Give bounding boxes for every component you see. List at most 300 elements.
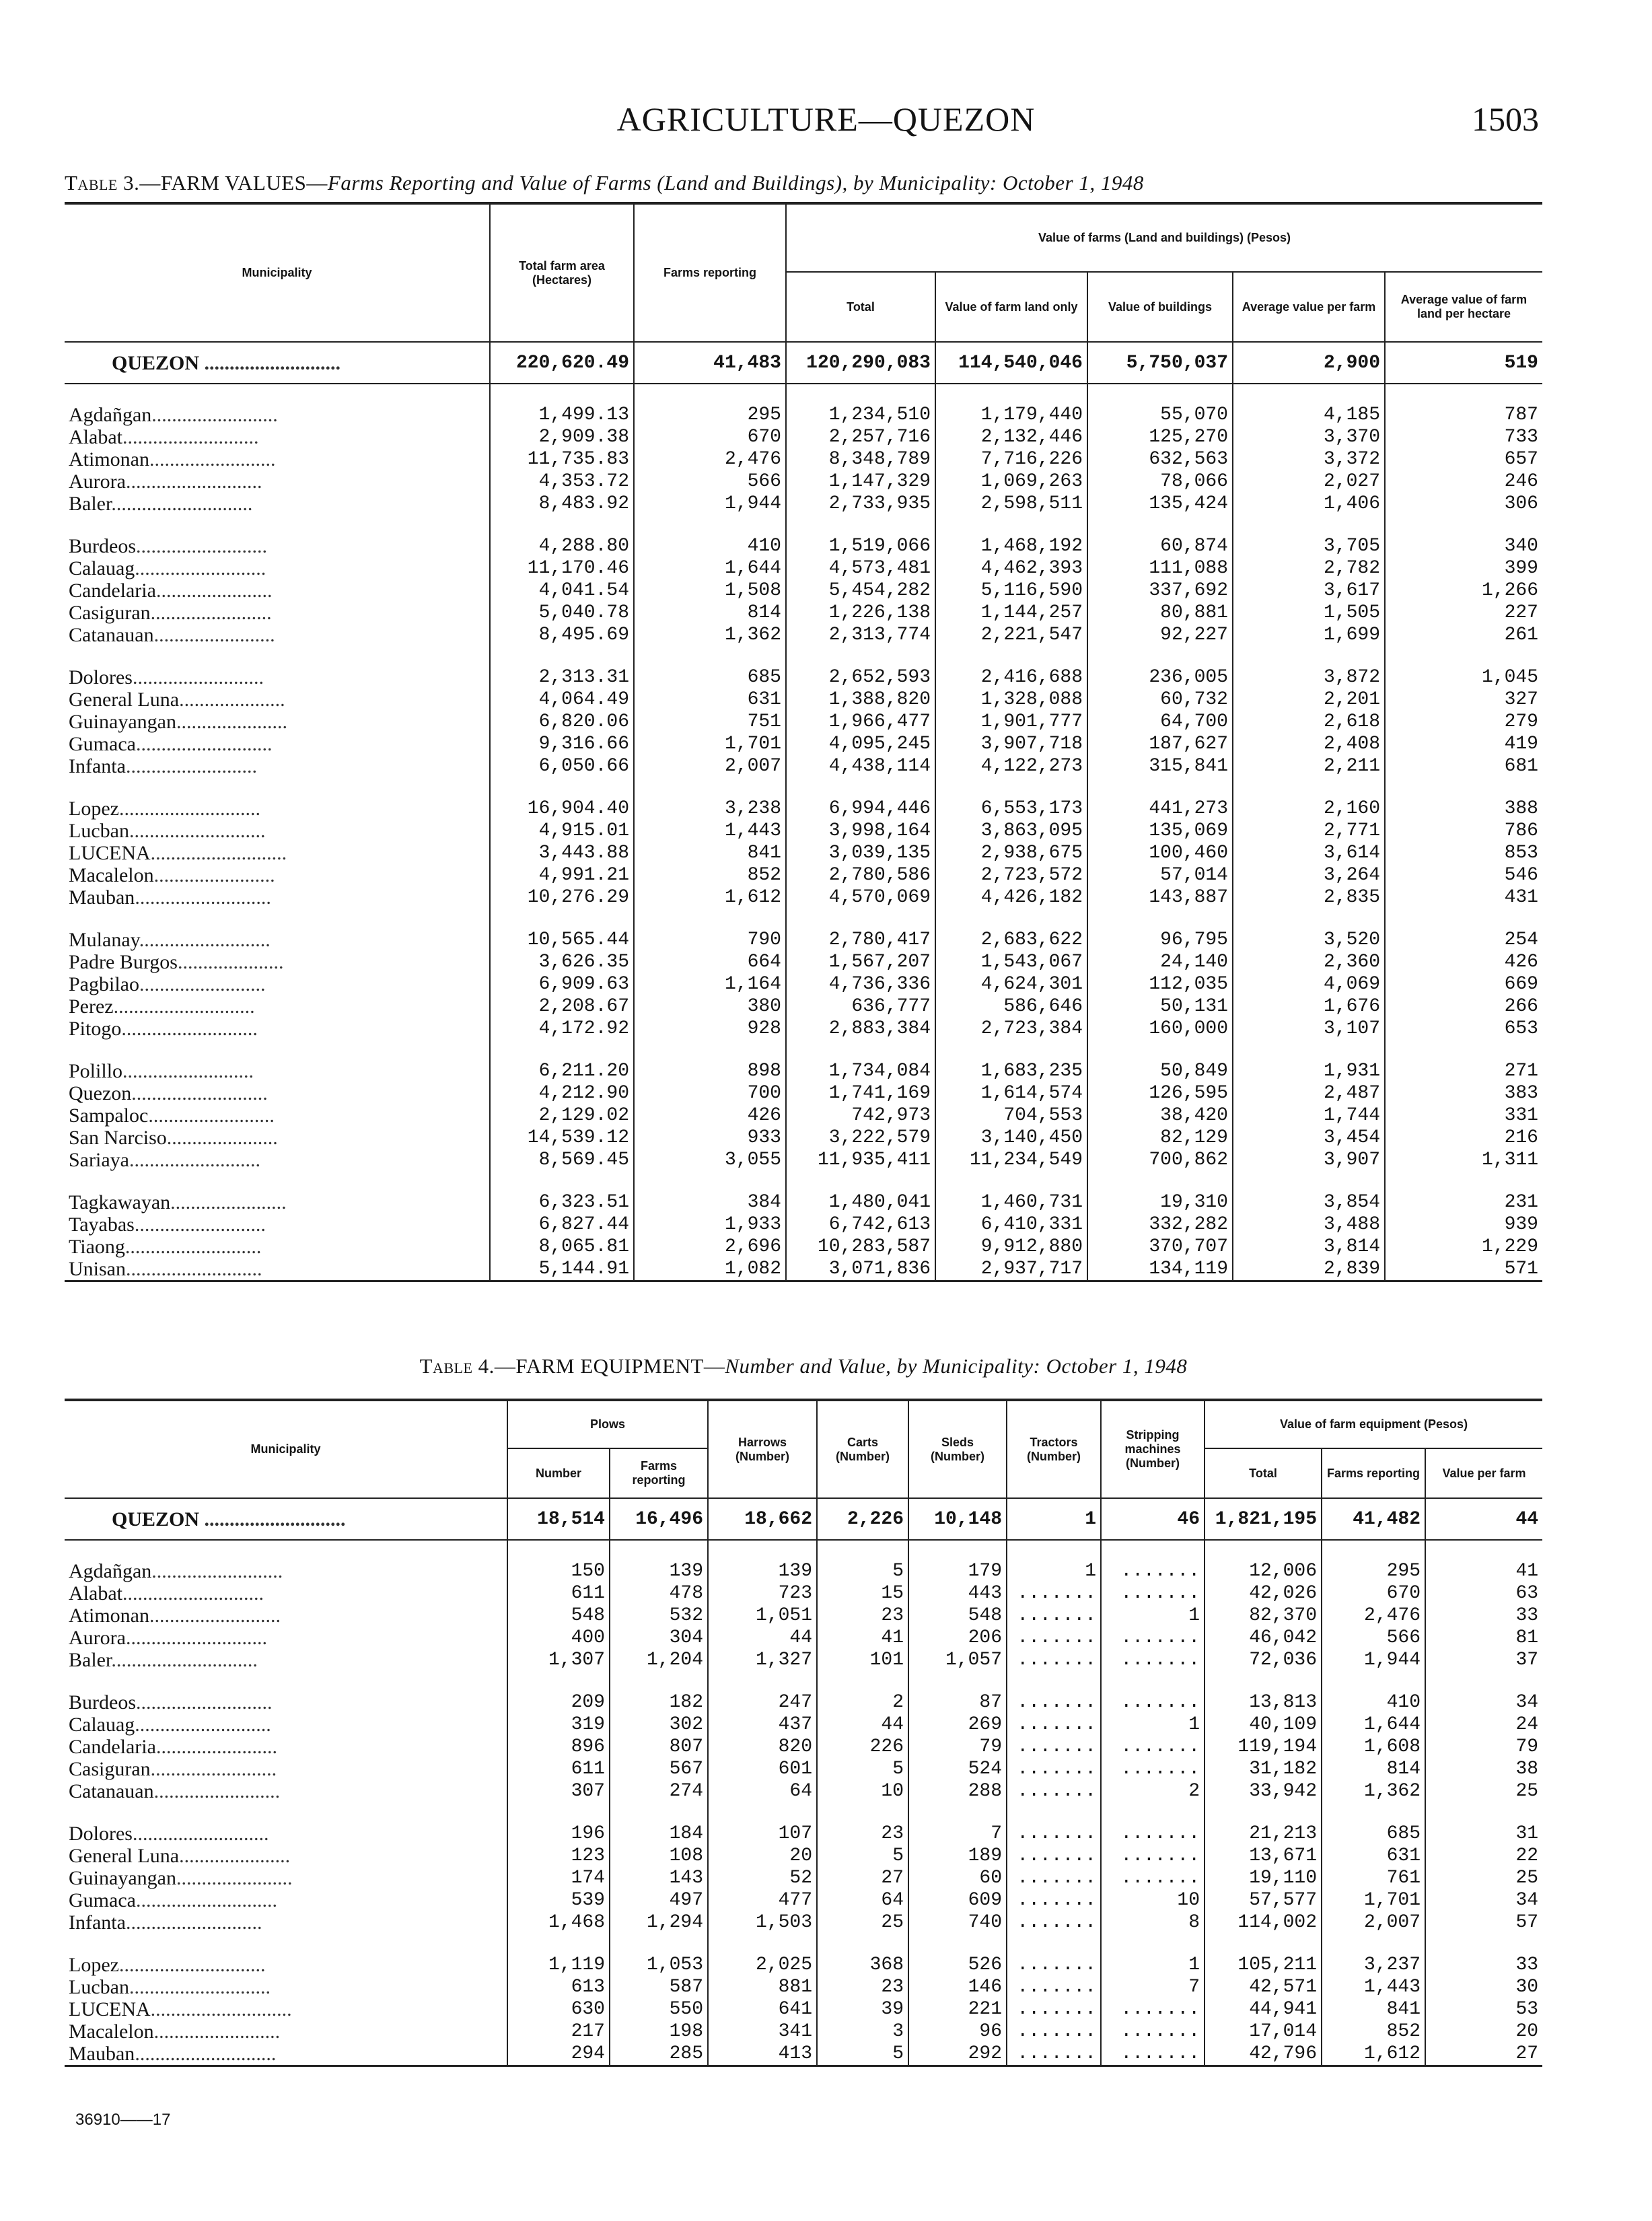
table-row [65, 1082, 1542, 1104]
value-cell: 2,476 [634, 448, 786, 470]
value-cell: 64 [817, 1889, 908, 1911]
value-cell: 21,213 [1205, 1823, 1322, 1845]
value-cell: 72,036 [1205, 1649, 1322, 1671]
value-cell: 135,424 [1087, 493, 1233, 515]
value-cell: 46,042 [1205, 1627, 1322, 1649]
empty-dots: ....... [1017, 1781, 1097, 1802]
value-cell: 3,140,450 [935, 1127, 1087, 1149]
value-cell [1007, 1976, 1101, 1998]
value-cell: 226 [817, 1736, 908, 1758]
value-cell: 60,874 [1087, 535, 1233, 557]
value-cell: 33,942 [1205, 1780, 1322, 1802]
total-value-cell: 44 [1425, 1498, 1542, 1540]
table-row [65, 1758, 1542, 1780]
value-cell: 2,723,384 [935, 1018, 1087, 1040]
value-cell: 3,488 [1233, 1213, 1385, 1236]
value-cell: 742,973 [786, 1104, 935, 1127]
value-cell [1101, 1560, 1205, 1582]
total-value-cell: 18,514 [507, 1498, 610, 1540]
table-row [65, 1736, 1542, 1758]
value-cell: 1,229 [1385, 1236, 1542, 1258]
municipality-cell: Tiaong........................... [69, 1236, 262, 1258]
value-cell [1007, 1605, 1101, 1627]
value-cell: 1,069,263 [935, 470, 1087, 493]
value-cell: 52 [708, 1867, 817, 1889]
municipality-cell: Agdañgan......................... [69, 404, 278, 426]
total-value-cell: 120,290,083 [786, 342, 935, 384]
value-cell: 40,109 [1205, 1714, 1322, 1736]
total-value-cell: 114,540,046 [935, 342, 1087, 384]
value-cell: 4,172.92 [490, 1018, 634, 1040]
value-cell: 733 [1385, 426, 1542, 448]
value-cell: 852 [634, 864, 786, 886]
municipality-cell: San Narciso...................... [69, 1127, 278, 1149]
value-cell: 8,483.92 [490, 493, 634, 515]
empty-dots: ....... [1017, 1583, 1097, 1604]
value-cell: 664 [634, 951, 786, 973]
value-cell: 126,595 [1087, 1082, 1233, 1104]
value-cell: 700 [634, 1082, 786, 1104]
leader-dots: ........................ [153, 624, 275, 646]
value-cell [1101, 1736, 1205, 1758]
leader-dots: ......................... [149, 448, 276, 470]
value-cell [1007, 1823, 1101, 1845]
total-row [65, 342, 1542, 384]
value-cell [1101, 1823, 1205, 1845]
value-cell: 3,370 [1233, 426, 1385, 448]
empty-dots: ....... [1017, 1736, 1097, 1757]
municipality-cell: Calauag.......................... [69, 557, 266, 579]
municipality-cell: Perez............................ [69, 995, 255, 1018]
table-row [65, 1649, 1542, 1671]
value-cell: 1,234,510 [786, 404, 935, 426]
value-cell [1007, 1691, 1101, 1714]
farm-equipment-table [65, 1399, 1542, 2067]
leader-dots: ..................... [179, 689, 285, 711]
value-cell: 6,553,173 [935, 798, 1087, 820]
leader-dots: ........................... [122, 426, 259, 448]
value-cell: 8 [1101, 1911, 1205, 1934]
leader-dots: ............................ [125, 1627, 267, 1649]
value-cell: 6,827.44 [490, 1213, 634, 1236]
value-cell: 1,543,067 [935, 951, 1087, 973]
value-cell: 9,316.66 [490, 733, 634, 755]
table-row [65, 711, 1542, 733]
value-cell: 807 [610, 1736, 708, 1758]
value-cell: 1,362 [1322, 1780, 1425, 1802]
col-value-per-farm: Value per farm [1425, 1448, 1542, 1498]
empty-dots: ....... [1017, 1890, 1097, 1911]
value-cell: 307 [507, 1780, 610, 1802]
value-cell: 292 [908, 2043, 1007, 2066]
table-row [65, 2043, 1542, 2066]
value-cell: 613 [507, 1976, 610, 1998]
value-cell [1007, 1780, 1101, 1802]
farm-values-table [65, 202, 1542, 1282]
value-cell: 2 [1101, 1780, 1205, 1802]
value-cell: 3,238 [634, 798, 786, 820]
value-cell: 700,862 [1087, 1149, 1233, 1171]
value-cell: 853 [1385, 842, 1542, 864]
value-cell: 3,520 [1233, 929, 1385, 951]
value-cell: 2,487 [1233, 1082, 1385, 1104]
value-cell: 5 [817, 1560, 908, 1582]
leader-dots: ....................... [155, 579, 273, 602]
value-cell: 2,313.31 [490, 666, 634, 689]
table-row [65, 1127, 1542, 1149]
total-name-cell: QUEZON ........................... [65, 342, 490, 384]
municipality-cell: Burdeos.......................... [69, 535, 267, 557]
value-cell: 23 [817, 1823, 908, 1845]
value-cell: 2,780,417 [786, 929, 935, 951]
leader-dots: ........................ [150, 602, 272, 624]
empty-dots: ....... [1017, 1977, 1097, 1998]
leader-dots: .......................... [149, 1605, 281, 1627]
value-cell: 2,839 [1233, 1258, 1385, 1281]
table-row [65, 1714, 1542, 1736]
table4-caption [65, 1354, 1542, 1378]
value-cell: 6,410,331 [935, 1213, 1087, 1236]
value-cell: 1,567,207 [786, 951, 935, 973]
value-cell: 3,443.88 [490, 842, 634, 864]
leader-dots: .......................... [125, 755, 257, 777]
empty-dots: ....... [1017, 2021, 1097, 2042]
print-code: 36910——17 [75, 2111, 171, 2129]
value-cell: 704,553 [935, 1104, 1087, 1127]
table-row [65, 798, 1542, 820]
municipality-cell: Pitogo........................... [69, 1018, 258, 1040]
value-cell: 4,122,273 [935, 755, 1087, 777]
value-cell: 22 [1425, 1845, 1542, 1867]
value-cell: 139 [610, 1560, 708, 1582]
leader-dots: ........................... [121, 1018, 258, 1040]
value-cell: 11,234,549 [935, 1149, 1087, 1171]
table-row [65, 1998, 1542, 2020]
leader-dots: ......................... [148, 1104, 275, 1127]
value-cell: 383 [1385, 1082, 1542, 1104]
value-cell: 187,627 [1087, 733, 1233, 755]
value-cell: 1,468 [507, 1911, 610, 1934]
value-cell: 526 [908, 1954, 1007, 1976]
value-cell: 1,499.13 [490, 404, 634, 426]
leader-dots: ....................... [176, 1867, 293, 1889]
leader-dots: ........................... [132, 1823, 269, 1845]
value-cell: 841 [1322, 1998, 1425, 2020]
value-cell: 2,313,774 [786, 624, 935, 646]
total-value-cell: 1 [1007, 1498, 1101, 1540]
value-cell: 6,742,613 [786, 1213, 935, 1236]
total-value-cell: 16,496 [610, 1498, 708, 1540]
municipality-cell: Unisan........................... [65, 1258, 490, 1281]
table-row [65, 1976, 1542, 1998]
col-value-farms: Farms reporting [1322, 1448, 1425, 1498]
value-cell: 881 [708, 1976, 817, 1998]
leader-dots: .......................... [132, 666, 264, 689]
value-cell: 723 [708, 1582, 817, 1605]
value-cell: 6,050.66 [490, 755, 634, 777]
value-cell: 2,771 [1233, 820, 1385, 842]
leader-dots: ............................ [113, 995, 255, 1018]
table-row [65, 1691, 1542, 1714]
value-cell: 1,406 [1233, 493, 1385, 515]
value-cell: 1,505 [1233, 602, 1385, 624]
value-cell: 304 [610, 1627, 708, 1649]
value-cell: 143,887 [1087, 886, 1233, 909]
value-cell: 669 [1385, 973, 1542, 995]
value-cell: 426 [1385, 951, 1542, 973]
empty-dots: ....... [1017, 1650, 1097, 1670]
value-cell: 3,071,836 [786, 1258, 935, 1281]
municipality-cell: Casiguran........................ [69, 602, 272, 624]
leader-dots: ...................... [179, 1845, 291, 1867]
table-row [65, 470, 1542, 493]
value-cell: 269 [908, 1714, 1007, 1736]
municipality-cell: Mulanay.......................... [69, 929, 271, 951]
value-cell: 4,462,393 [935, 557, 1087, 579]
col-equipment-value: Value of farm equipment (Pesos) [1205, 1400, 1542, 1448]
value-cell: 1,443 [634, 820, 786, 842]
municipality-cell: Calauag........................... [69, 1714, 271, 1736]
value-cell: 11,935,411 [786, 1149, 935, 1171]
municipality-cell: Aurora............................ [69, 1627, 267, 1649]
table-row [65, 973, 1542, 995]
col-municipality: Municipality [65, 203, 490, 342]
value-cell: 388 [1385, 798, 1542, 820]
page-number: 1503 [1472, 100, 1539, 138]
value-cell: 896 [507, 1736, 610, 1758]
value-cell: 3,872 [1233, 666, 1385, 689]
table-row [65, 557, 1542, 579]
value-cell: 254 [1385, 929, 1542, 951]
table-row [65, 1780, 1542, 1802]
total-row [65, 1498, 1542, 1540]
value-cell: 111,088 [1087, 557, 1233, 579]
value-cell: 2,160 [1233, 798, 1385, 820]
municipality-cell: Alabat........................... [69, 426, 259, 448]
table3-heading: —FARM VALUES— [139, 171, 328, 195]
value-cell: 841 [634, 842, 786, 864]
value-cell: 246 [1385, 470, 1542, 493]
municipality-cell: Gumaca............................ [69, 1889, 277, 1911]
leader-dots: .......................... [134, 1213, 266, 1236]
value-cell [1101, 1582, 1205, 1605]
value-cell: 1,057 [908, 1649, 1007, 1671]
table-row [65, 886, 1542, 909]
col-avg-per-hectare: Average value of farm land per hectare [1385, 272, 1542, 342]
empty-dots: ....... [1017, 1714, 1097, 1735]
value-cell: 16,904.40 [490, 798, 634, 820]
table-row [65, 1582, 1542, 1605]
value-cell: 8,569.45 [490, 1149, 634, 1171]
value-cell: 5 [817, 1758, 908, 1780]
value-cell [1101, 2043, 1205, 2066]
value-cell: 1,045 [1385, 666, 1542, 689]
municipality-cell: Quezon........................... [69, 1082, 268, 1104]
value-cell: 295 [634, 404, 786, 426]
empty-dots: ....... [1017, 1605, 1097, 1626]
value-cell: 1,944 [634, 493, 786, 515]
col-plows: Plows [507, 1400, 708, 1448]
value-cell: 6,909.63 [490, 973, 634, 995]
value-cell: 31 [1425, 1823, 1542, 1845]
value-cell: 1,508 [634, 579, 786, 602]
page-title: AGRICULTURE—QUEZON [616, 100, 1036, 138]
value-cell: 497 [610, 1889, 708, 1911]
value-cell: 271 [1385, 1060, 1542, 1082]
table-row [65, 689, 1542, 711]
value-cell: 92,227 [1087, 624, 1233, 646]
value-cell: 206 [908, 1627, 1007, 1649]
value-cell: 1,683,235 [935, 1060, 1087, 1082]
value-cell: 25 [817, 1911, 908, 1934]
value-cell: 31,182 [1205, 1758, 1322, 1780]
value-cell: 1,741,169 [786, 1082, 935, 1104]
value-cell: 139 [708, 1560, 817, 1582]
value-cell: 279 [1385, 711, 1542, 733]
value-cell: 6,211.20 [490, 1060, 634, 1082]
value-cell: 3,222,579 [786, 1127, 935, 1149]
total-value-cell: 1,821,195 [1205, 1498, 1322, 1540]
value-cell: 23 [817, 1605, 908, 1627]
value-cell: 601 [708, 1758, 817, 1780]
leader-dots: ........................... [135, 886, 271, 909]
value-cell: 15 [817, 1582, 908, 1605]
empty-dots: ....... [1017, 1759, 1097, 1779]
value-cell [1007, 1954, 1101, 1976]
municipality-cell: Aurora........................... [69, 470, 262, 493]
value-cell: 1,480,041 [786, 1191, 935, 1213]
municipality-cell: Tagkawayan....................... [69, 1191, 287, 1213]
value-cell: 20 [1425, 2020, 1542, 2043]
value-cell: 1,327 [708, 1649, 817, 1671]
leader-dots: .......................... [129, 1149, 260, 1171]
total-value-cell: 46 [1101, 1498, 1205, 1540]
table3-label: Table 3. [65, 171, 140, 195]
table-row [65, 755, 1542, 777]
value-cell: 2,007 [634, 755, 786, 777]
table-row [65, 842, 1542, 864]
value-cell: 44 [817, 1714, 908, 1736]
value-cell: 119,194 [1205, 1736, 1322, 1758]
empty-dots: ....... [1017, 1692, 1097, 1713]
value-cell: 2,360 [1233, 951, 1385, 973]
value-cell: 19,110 [1205, 1867, 1322, 1889]
value-cell: 6,323.51 [490, 1191, 634, 1213]
municipality-cell: Padre Burgos..................... [69, 951, 284, 973]
value-cell: 2,652,593 [786, 666, 935, 689]
value-cell: 611 [507, 1758, 610, 1780]
value-cell: 227 [1385, 602, 1542, 624]
value-cell: 2,909.38 [490, 426, 634, 448]
value-cell: 477 [708, 1889, 817, 1911]
value-cell: 340 [1385, 535, 1542, 557]
value-cell: 79 [908, 1736, 1007, 1758]
table-row [65, 1236, 1542, 1258]
value-cell: 57 [1425, 1911, 1542, 1934]
table-row [65, 951, 1542, 973]
municipality-cell: Tayabas.......................... [69, 1213, 266, 1236]
table-row [65, 1258, 1542, 1281]
municipality-cell: Catanauan......................... [69, 1780, 281, 1802]
value-cell: 1,147,329 [786, 470, 935, 493]
empty-dots: ....... [1017, 1999, 1097, 2020]
table3-subtitle: Farms Reporting and Value of Farms (Land and Buildings), by Municipality: October 1, 1948 [327, 171, 1144, 195]
value-cell [1101, 1649, 1205, 1671]
municipality-cell: Lopez............................. [69, 1954, 266, 1976]
municipality-cell: Lucban........................... [69, 820, 266, 842]
col-harrows: Harrows (Number) [708, 1400, 817, 1498]
table-row [65, 2020, 1542, 2043]
value-cell: 13,671 [1205, 1845, 1322, 1867]
leader-dots: ........................... [125, 1911, 262, 1934]
value-cell [1007, 1736, 1101, 1758]
value-cell: 2,027 [1233, 470, 1385, 493]
value-cell: 196 [507, 1823, 610, 1845]
value-cell: 1,901,777 [935, 711, 1087, 733]
value-cell: 2,598,511 [935, 493, 1087, 515]
value-cell: 400 [507, 1627, 610, 1649]
municipality-cell: Sampaloc......................... [69, 1104, 275, 1127]
value-cell: 1,119 [507, 1954, 610, 1976]
municipality-cell: LUCENA........................... [69, 842, 287, 864]
value-cell: 4,069 [1233, 973, 1385, 995]
value-cell: 546 [1385, 864, 1542, 886]
value-cell: 3,107 [1233, 1018, 1385, 1040]
value-cell: 368 [817, 1954, 908, 1976]
municipality-cell: General Luna..................... [69, 689, 285, 711]
value-cell: 64 [708, 1780, 817, 1802]
value-cell: 11,735.83 [490, 448, 634, 470]
value-cell: 4,041.54 [490, 579, 634, 602]
municipality-cell: Mauban........................... [69, 886, 271, 909]
value-cell: 1,082 [634, 1258, 786, 1281]
value-cell: 3,863,095 [935, 820, 1087, 842]
value-cell: 33 [1425, 1954, 1542, 1976]
leader-dots: ....................... [170, 1191, 287, 1213]
leader-dots: ............................ [118, 798, 260, 820]
leader-dots: ........................... [136, 1691, 273, 1714]
value-cell: 25 [1425, 1867, 1542, 1889]
leader-dots: ........................ [153, 864, 275, 886]
value-cell: 1,051 [708, 1605, 817, 1627]
table4-subtitle: Number and Value, by Municipality: October 1, 1948 [725, 1354, 1188, 1378]
value-cell: 231 [1385, 1191, 1542, 1213]
value-cell: 2,476 [1322, 1605, 1425, 1627]
value-cell: 96 [908, 2020, 1007, 2043]
value-cell: 331 [1385, 1104, 1542, 1127]
value-cell: 78,066 [1087, 470, 1233, 493]
value-cell: 933 [634, 1127, 786, 1149]
value-cell: 410 [634, 535, 786, 557]
value-cell: 1,468,192 [935, 535, 1087, 557]
municipality-cell: Dolores........................... [69, 1823, 269, 1845]
leader-dots: ............................ [111, 493, 253, 515]
value-cell: 609 [908, 1889, 1007, 1911]
value-cell: 2,618 [1233, 711, 1385, 733]
value-cell: 1,164 [634, 973, 786, 995]
value-cell: 3,854 [1233, 1191, 1385, 1213]
table-row [65, 1018, 1542, 1040]
value-cell: 413 [708, 2043, 817, 2066]
table-row [65, 579, 1542, 602]
value-cell: 4,212.90 [490, 1082, 634, 1104]
value-cell: 399 [1385, 557, 1542, 579]
value-cell: 6,994,446 [786, 798, 935, 820]
empty-dots: ....... [1017, 1627, 1097, 1648]
municipality-cell: Agdañgan.......................... [69, 1560, 283, 1582]
value-cell: 114,002 [1205, 1911, 1322, 1934]
value-cell [1007, 1867, 1101, 1889]
